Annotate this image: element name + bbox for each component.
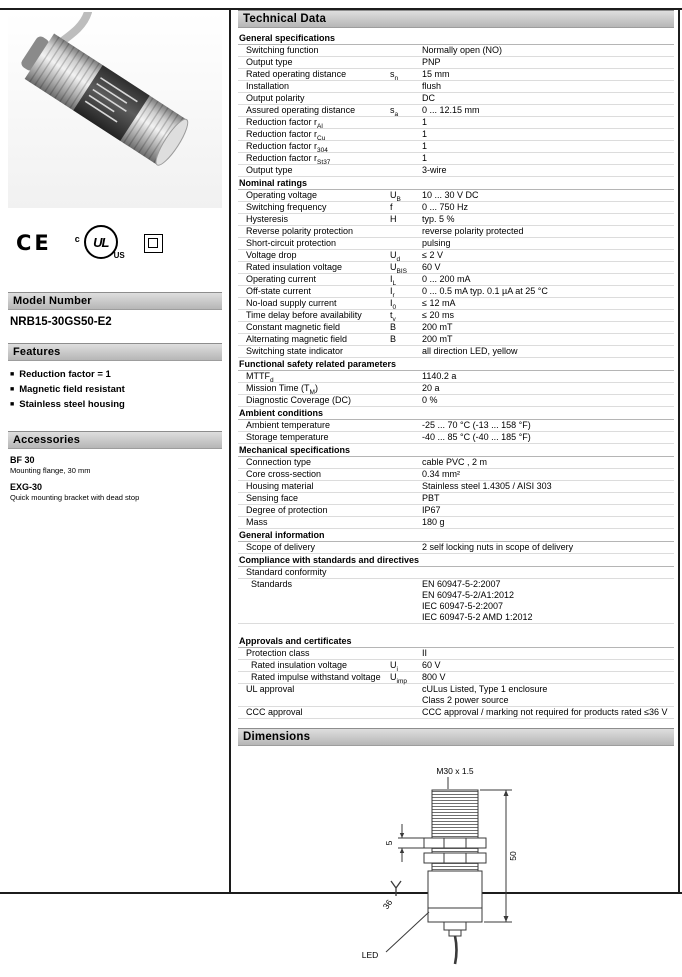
spec-row — [238, 226, 674, 238]
spec-label: Standards — [251, 579, 293, 589]
spec-label: Assured operating distance — [246, 105, 356, 115]
bullet-icon: ■ — [10, 386, 15, 393]
spec-label: Output polarity — [246, 93, 305, 103]
spec-row — [238, 214, 674, 226]
accessory-name: EXG-30 — [10, 482, 43, 492]
spec-row — [238, 542, 674, 554]
spec-symbol: $s_n$ — [390, 69, 399, 82]
spec-symbol: $U_B$ — [390, 190, 401, 203]
spec-label: UL approval — [246, 684, 295, 694]
spec-row — [238, 457, 674, 469]
spec-value: -40 ... 85 °C (-40 ... 185 °F) — [422, 432, 531, 442]
spec-label: Switching function — [246, 45, 319, 55]
spec-row — [238, 45, 674, 57]
spec-row — [238, 322, 674, 334]
spec-label: Reduction factor $r_{St37}$ — [246, 153, 331, 166]
spec-value: 180 g — [422, 517, 445, 527]
spec-value: 60 V — [422, 660, 441, 670]
product-photo — [8, 12, 222, 208]
spec-row — [238, 648, 674, 660]
bullet-icon: ■ — [10, 371, 15, 378]
spec-value: 0.34 mm² — [422, 469, 461, 479]
dimension-drawing — [238, 760, 674, 977]
spec-label: No-load supply current — [246, 298, 337, 308]
spec-row — [238, 469, 674, 481]
column-divider-rule — [229, 8, 231, 894]
spec-label: Storage temperature — [246, 432, 329, 442]
spec-value: EN 60947-5-2:2007 EN 60947-5-2/A1:2012 IEC 60947-5-2:2007 IEC 60947-5-2 AMD 1:2012 — [422, 579, 533, 622]
spec-section-title: Mechanical specifications — [238, 444, 674, 457]
spec-row — [238, 81, 674, 93]
spec-value: reverse polarity protected — [422, 226, 524, 236]
spec-label: Connection type — [246, 457, 312, 467]
certification-marks — [16, 224, 222, 262]
spec-value: 200 mT — [422, 334, 453, 344]
spec-label: Ambient temperature — [246, 420, 331, 430]
sensor-photo-illustration — [8, 12, 222, 208]
technical-column — [238, 10, 674, 977]
ce-mark-icon: CE — [16, 231, 52, 255]
spec-symbol: B — [390, 322, 397, 332]
accessory-desc: Quick mounting bracket with dead stop — [10, 493, 140, 502]
spec-label: Installation — [246, 81, 290, 91]
spec-value: ≤ 2 V — [422, 250, 443, 260]
spec-label: Alternating magnetic field — [246, 334, 348, 344]
spec-label: Reduction factor $r_{Al}$ — [246, 117, 323, 130]
spec-row — [238, 202, 674, 214]
spec-label: Off-state current — [246, 286, 311, 296]
spec-value: Stainless steel 1.4305 / AISI 303 — [422, 481, 552, 491]
spec-label: Reverse polarity protection — [246, 226, 354, 236]
spec-label: Core cross-section — [246, 469, 322, 479]
cul-us-mark-icon: c UL US — [78, 224, 118, 262]
spec-label: Rated operating distance — [246, 69, 347, 79]
spec-value: PNP — [422, 57, 441, 67]
spec-value: DC — [422, 93, 435, 103]
spec-row — [238, 129, 674, 141]
spec-value: 1 — [422, 153, 428, 163]
spec-row — [238, 153, 674, 165]
spec-row — [238, 346, 674, 358]
spec-row — [238, 69, 674, 81]
spec-label: Mission Time $(T_M)$ — [246, 383, 318, 396]
led-label: LED — [361, 950, 379, 960]
spec-row — [238, 707, 674, 719]
spec-label: Standard conformity — [246, 567, 327, 577]
spec-row — [238, 684, 674, 707]
right-rule — [678, 8, 680, 894]
spec-label: Housing material — [246, 481, 314, 491]
spec-value: 1 — [422, 129, 428, 139]
spec-row — [238, 567, 674, 579]
spec-symbol: B — [390, 334, 397, 344]
model-number-header: Model Number — [8, 292, 222, 310]
spec-label: $MTTF_d$ — [246, 371, 274, 384]
spec-label: Reduction factor $r_{Cu}$ — [246, 129, 326, 142]
spec-value: IP67 — [422, 505, 441, 515]
spec-label: Reduction factor $r_{304}$ — [246, 141, 328, 154]
spec-value: 60 V — [422, 262, 441, 272]
spec-value: pulsing — [422, 238, 451, 248]
spec-row — [238, 93, 674, 105]
spec-value: 0 ... 0.5 mA typ. 0.1 µA at 25 °C — [422, 286, 548, 296]
spec-section-title: Nominal ratings — [238, 177, 674, 190]
left-column — [8, 12, 222, 508]
spec-row — [238, 165, 674, 177]
spec-row — [238, 493, 674, 505]
spec-label: Operating current — [246, 274, 317, 284]
spec-section-title: General specifications — [238, 32, 674, 45]
spec-label: Switching state indicator — [246, 346, 344, 356]
technical-table — [238, 32, 674, 719]
spec-value: ≤ 20 ms — [422, 310, 454, 320]
spec-row — [238, 395, 674, 407]
spec-label: Protection class — [246, 648, 310, 658]
spec-value: 1 — [422, 117, 428, 127]
spec-value: 1 — [422, 141, 428, 151]
spec-label: CCC approval — [246, 707, 303, 717]
accessory-name: BF 30 — [10, 455, 35, 465]
spec-label: Short-circuit protection — [246, 238, 337, 248]
accessory-list — [10, 454, 222, 503]
spec-row — [238, 371, 674, 383]
spec-label: Switching frequency — [246, 202, 327, 212]
spec-row — [238, 517, 674, 529]
spec-value: Normally open (NO) — [422, 45, 503, 55]
spec-value: 20 a — [422, 383, 440, 393]
wrench-size-label: 36 — [380, 897, 395, 912]
spec-value: 800 V — [422, 672, 446, 682]
spec-value: 15 mm — [422, 69, 450, 79]
spec-value: cable PVC , 2 m — [422, 457, 488, 467]
body-length-label: 50 — [508, 851, 518, 861]
accessories-header: Accessories — [8, 431, 222, 449]
spec-symbol: $U_d$ — [390, 250, 401, 263]
spec-label: Mass — [246, 517, 268, 527]
spec-value: II — [422, 648, 428, 658]
spec-section-title: Ambient conditions — [238, 407, 674, 420]
spec-label: Operating voltage — [246, 190, 318, 200]
spec-value: PBT — [422, 493, 440, 503]
spec-label: Output type — [246, 165, 293, 175]
spec-value: cULus Listed, Type 1 enclosure Class 2 power source — [422, 684, 548, 705]
spec-value: 10 ... 30 V DC — [422, 190, 479, 200]
spec-value: CCC approval / marking not required for products rated ≤36 V — [422, 707, 668, 717]
spec-section-title: General information — [238, 529, 674, 542]
spec-row — [238, 579, 674, 624]
spec-symbol: $t_v$ — [390, 310, 396, 323]
feature-item: ■ Reduction factor = 1 — [10, 369, 111, 380]
spec-row — [238, 286, 674, 298]
technical-data-header: Technical Data — [238, 10, 674, 28]
bullet-icon: ■ — [10, 401, 15, 408]
spec-label: Scope of delivery — [246, 542, 316, 552]
spec-row — [238, 190, 674, 202]
spec-row — [238, 238, 674, 250]
spec-value: 0 ... 200 mA — [422, 274, 471, 284]
spec-symbol: $I_L$ — [390, 274, 397, 287]
spec-row — [238, 505, 674, 517]
spec-symbol: H — [390, 214, 397, 224]
spec-label: Degree of protection — [246, 505, 328, 515]
spec-value: all direction LED, yellow — [422, 346, 518, 356]
spec-value: 200 mT — [422, 322, 453, 332]
sensor-dimension-drawing — [340, 760, 572, 972]
spec-row — [238, 420, 674, 432]
spec-value: 0 ... 12.15 mm — [422, 105, 480, 115]
spec-symbol: $U_{imp}$ — [390, 672, 407, 685]
spec-label: Rated insulation voltage — [251, 660, 348, 670]
spec-value: typ. 5 % — [422, 214, 455, 224]
spec-row — [238, 310, 674, 322]
spec-row — [238, 141, 674, 153]
spec-symbol: $U_i$ — [390, 660, 398, 673]
spec-value: ≤ 12 mA — [422, 298, 456, 308]
features-header: Features — [8, 343, 222, 361]
spec-row — [238, 117, 674, 129]
spec-row — [238, 250, 674, 262]
spec-value: flush — [422, 81, 442, 91]
spec-value: 0 ... 750 Hz — [422, 202, 469, 212]
spec-row — [238, 334, 674, 346]
dimensions-header: Dimensions — [238, 728, 674, 746]
spec-value: 3-wire — [422, 165, 447, 175]
spec-label: Constant magnetic field — [246, 322, 341, 332]
spec-row — [238, 660, 674, 672]
spec-symbol: f — [390, 202, 393, 212]
spec-label: Rated impulse withstand voltage — [251, 672, 381, 682]
spec-label: Rated insulation voltage — [246, 262, 343, 272]
spec-label: Voltage drop — [246, 250, 297, 260]
spec-symbol: $s_a$ — [390, 105, 399, 118]
feature-list — [10, 367, 222, 412]
feature-item: ■ Stainless steel housing — [10, 399, 125, 410]
spec-label: Time delay before availability — [246, 310, 362, 320]
spec-label: Sensing face — [246, 493, 299, 503]
accessory-desc: Mounting flange, 30 mm — [10, 466, 91, 475]
spec-label: Output type — [246, 57, 293, 67]
spec-row — [238, 57, 674, 69]
spec-label: Diagnostic Coverage (DC) — [246, 395, 352, 405]
spec-value: 0 % — [422, 395, 438, 405]
spec-row — [238, 481, 674, 493]
spec-row — [238, 274, 674, 286]
spec-symbol: $U_{BIS}$ — [390, 262, 407, 275]
thread-size-label: M30 x 1.5 — [436, 766, 474, 776]
spec-row — [238, 105, 674, 117]
protection-class-2-icon — [144, 234, 163, 253]
spec-symbol: $I_0$ — [390, 298, 397, 311]
spec-row — [238, 432, 674, 444]
spec-row — [238, 672, 674, 684]
spec-row — [238, 262, 674, 274]
spec-section-title: Functional safety related parameters — [238, 358, 674, 371]
spec-row — [238, 383, 674, 395]
spec-value: -25 ... 70 °C (-13 ... 158 °F) — [422, 420, 531, 430]
spec-value: 2 self locking nuts in scope of delivery — [422, 542, 574, 552]
spec-row — [238, 298, 674, 310]
spec-symbol: $I_r$ — [390, 286, 395, 299]
model-number-value: NRB15-30GS50-E2 — [10, 316, 112, 328]
spec-section-title: Approvals and certificates — [238, 635, 674, 648]
feature-item: ■ Magnetic field resistant — [10, 384, 125, 395]
spec-label: Hysteresis — [246, 214, 289, 224]
spec-section-title: Compliance with standards and directives — [238, 554, 674, 567]
flange-thickness-label: 5 — [384, 840, 394, 846]
spec-value: 1140.2 a — [422, 371, 457, 381]
